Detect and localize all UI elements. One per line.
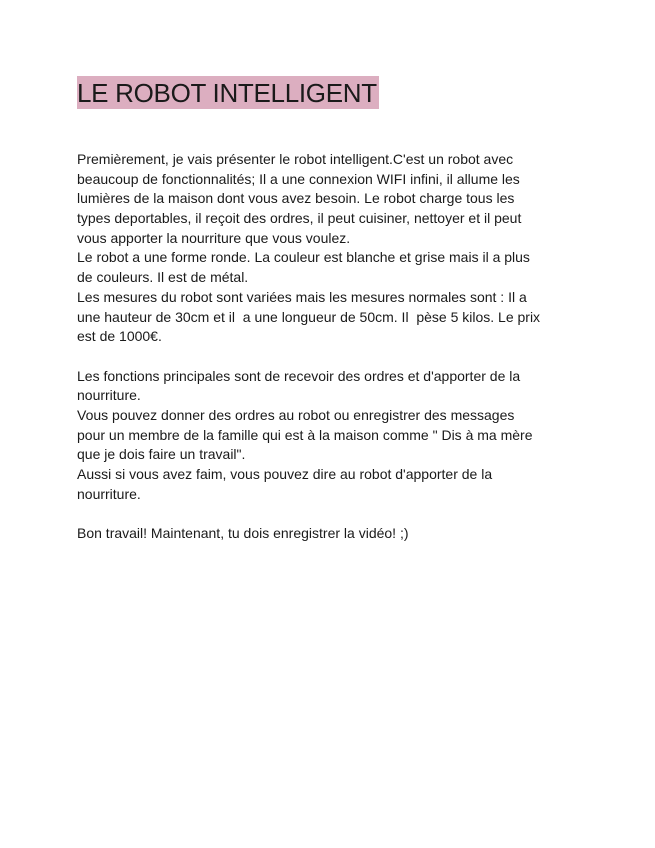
text-line: lumières de la maison dont vous avez besoin. Le robot charge tous les [77,190,515,207]
paragraph-spacer [77,347,587,367]
paragraph-robot-shape [77,248,587,287]
document-body [77,150,587,544]
paragraph-robot-measures [77,288,587,347]
paragraph-robot-intro [77,150,587,248]
paragraph-spacer [77,504,587,524]
text-line: que je dois faire un travail". [77,446,246,463]
text-line: pour un membre de la famille qui est à la maison comme " Dis à ma mère [77,426,533,443]
text-line: une hauteur de 30cm et il a une longueur de 50cm. Il pèse 5 kilos. Le prix [77,308,541,325]
text-line: est de 1000€. [77,328,162,345]
text-line: Vous pouvez donner des ordres au robot ou enregistrer des messages [77,406,515,423]
text-line: nourriture. [77,485,141,502]
text-line: vous apporter la nourriture que vous voulez. [77,229,351,246]
text-line: beaucoup de fonctionnalités; Il a une connexion WIFI infini, il allume les [77,170,520,187]
text-line: types deportables, il reçoit des ordres, il peut cuisiner, nettoyer et il peut [77,210,522,227]
paragraph-orders-messages [77,406,587,465]
text-line: Les mesures du robot sont variées mais les mesures normales sont : Il a [77,288,527,305]
paragraph-hunger [77,465,587,504]
text-line: Bon travail! Maintenant, tu dois enregistrer la vidéo! ;) [77,525,409,542]
paragraph-main-functions [77,367,587,406]
text-line: Le robot a une forme ronde. La couleur est blanche et grise mais il a plus [77,249,530,266]
text-line: Premièrement, je vais présenter le robot intelligent.C'est un robot avec [77,151,514,167]
text-line: Les fonctions principales sont de recevoir des ordres et d'apporter de la [77,367,521,384]
paragraph-closing [77,524,587,544]
document-title: LE ROBOT INTELLIGENT [77,78,377,108]
text-line: de couleurs. Il est de métal. [77,269,249,286]
text-line: Aussi si vous avez faim, vous pouvez dire au robot d'apporter de la [77,466,493,482]
text-line: nourriture. [77,387,141,404]
